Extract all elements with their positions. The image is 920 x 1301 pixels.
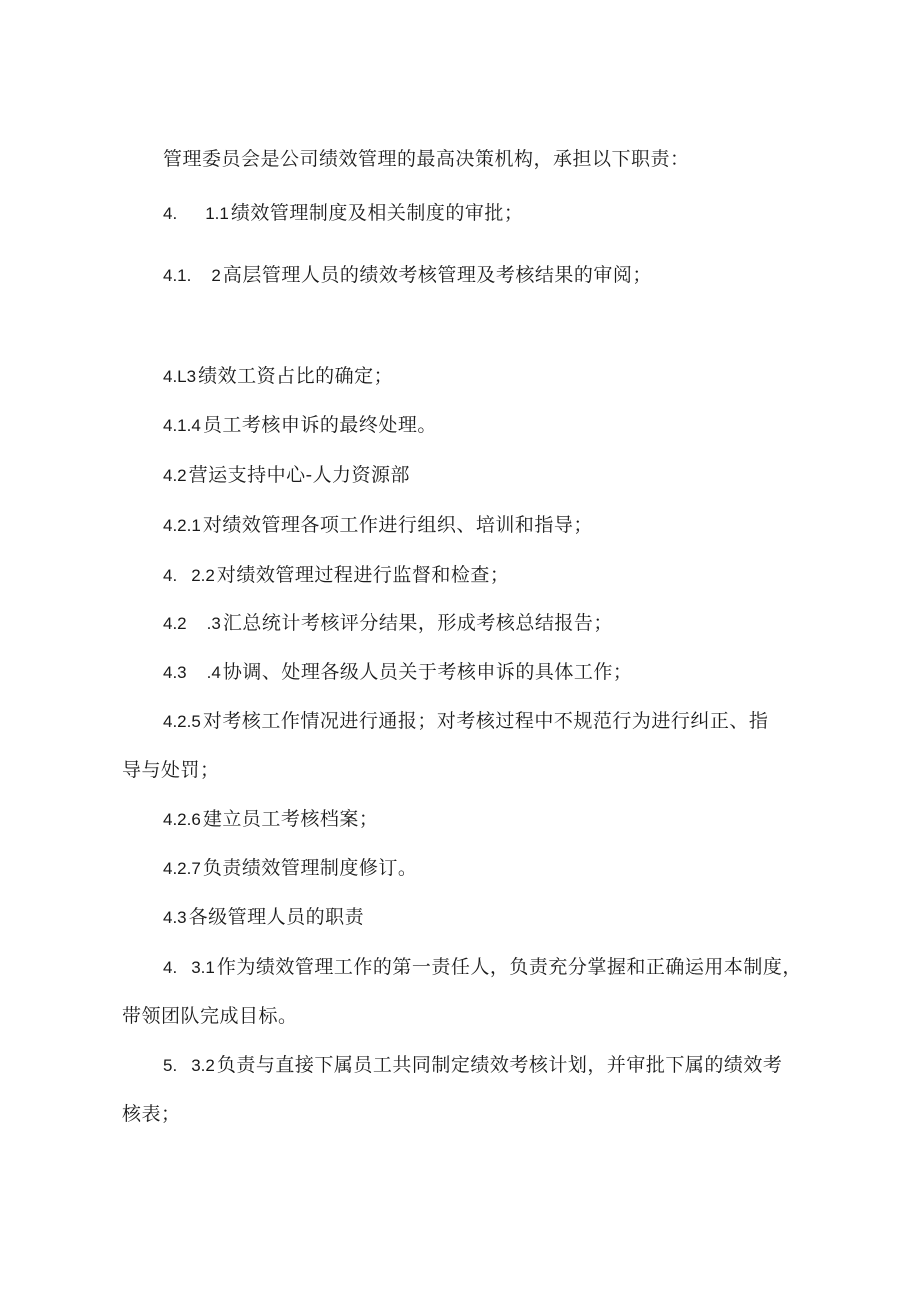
paragraph-text: 对绩效管理各项工作进行组织、培训和指导； [202,514,593,536]
paragraph-text: 导与处罚； [122,759,220,781]
paragraph-4-2-4 [163,659,632,686]
paragraph-4-3-1 [163,954,802,981]
paragraph-4-2-7 [163,855,417,882]
heading-4-2 [163,462,410,489]
section-number: 4.2 [163,466,187,485]
paragraph-text: 负责与直接下属员工共同制定绩效考核计划，并审批下属的绩效考 [216,1054,783,1076]
paragraph-4-1-1 [163,200,523,227]
section-number: .3 [206,614,221,633]
paragraph-text: 带领团队完成目标。 [122,1005,298,1027]
section-number: 1.1 [205,204,229,223]
section-number: 4.3 [163,663,187,682]
section-number: 4.3 [163,908,187,927]
section-number: 3.2 [191,1056,215,1075]
paragraph-text: 员工考核申诉的最终处理。 [202,414,437,436]
paragraph-text: 作为绩效管理工作的第一责任人，负责充分掌握和正确运用本制度， [216,956,802,978]
paragraph-4-2-6 [163,806,378,833]
section-number: 4.2.7 [163,859,201,878]
paragraph-4-1-3 [163,363,393,390]
section-number: .4 [206,663,221,682]
paragraph-text: 高层管理人员的绩效考核管理及考核结果的审阅； [222,264,652,286]
paragraph-text: 建立员工考核档案； [202,808,379,830]
section-number: 4. [163,566,178,585]
paragraph-text: 绩效工资占比的确定； [198,365,394,387]
paragraph-5-3-2 [163,1052,782,1079]
paragraph-text: 管理委员会是公司绩效管理的最高决策机构，承担以下职责： [163,148,690,170]
section-number: 4.L3 [163,367,197,386]
paragraph-text: 绩效管理制度及相关制度的审批； [230,202,524,224]
section-number: 3.1 [191,958,215,977]
section-number: 4.1. [163,266,192,285]
paragraph-text: 汇总统计考核评分结果，形成考核总结报告； [222,612,613,634]
paragraph-4-1-2 [163,262,652,289]
paragraph-text: 各级管理人员的职责 [188,906,365,928]
paragraph-text: 营运支持中心-人力资源部 [188,464,411,486]
paragraph-4-1-4 [163,412,437,439]
section-number: 4.2 [163,614,187,633]
section-number: 2 [211,266,221,285]
paragraph-4-2-2 [163,562,509,589]
paragraph-intro [163,146,690,172]
paragraph-text: 负责绩效管理制度修订。 [202,857,418,879]
paragraph-4-2-5-continuation [122,757,220,783]
paragraph-text: 核表； [122,1103,181,1125]
paragraph-text: 对考核工作情况进行通报；对考核过程中不规范行为进行纠正、指 [202,710,769,732]
paragraph-text: 协调、处理各级人员关于考核申诉的具体工作； [222,661,633,683]
section-number: 5. [163,1056,178,1075]
section-number: 4.1.4 [163,416,201,435]
section-number: 4. [163,204,178,223]
paragraph-4-2-5 [163,708,768,735]
paragraph-4-2-1 [163,512,593,539]
section-number: 4.2.1 [163,516,201,535]
section-number: 2.2 [191,566,215,585]
paragraph-text: 对绩效管理过程进行监督和检查； [216,564,510,586]
paragraph-4-3-1-continuation [122,1003,298,1029]
paragraph-4-2-3 [163,610,613,637]
section-number: 4.2.6 [163,810,201,829]
section-number: 4.2.5 [163,712,201,731]
section-number: 4. [163,958,178,977]
paragraph-5-3-2-continuation [122,1101,181,1127]
heading-4-3 [163,904,364,931]
